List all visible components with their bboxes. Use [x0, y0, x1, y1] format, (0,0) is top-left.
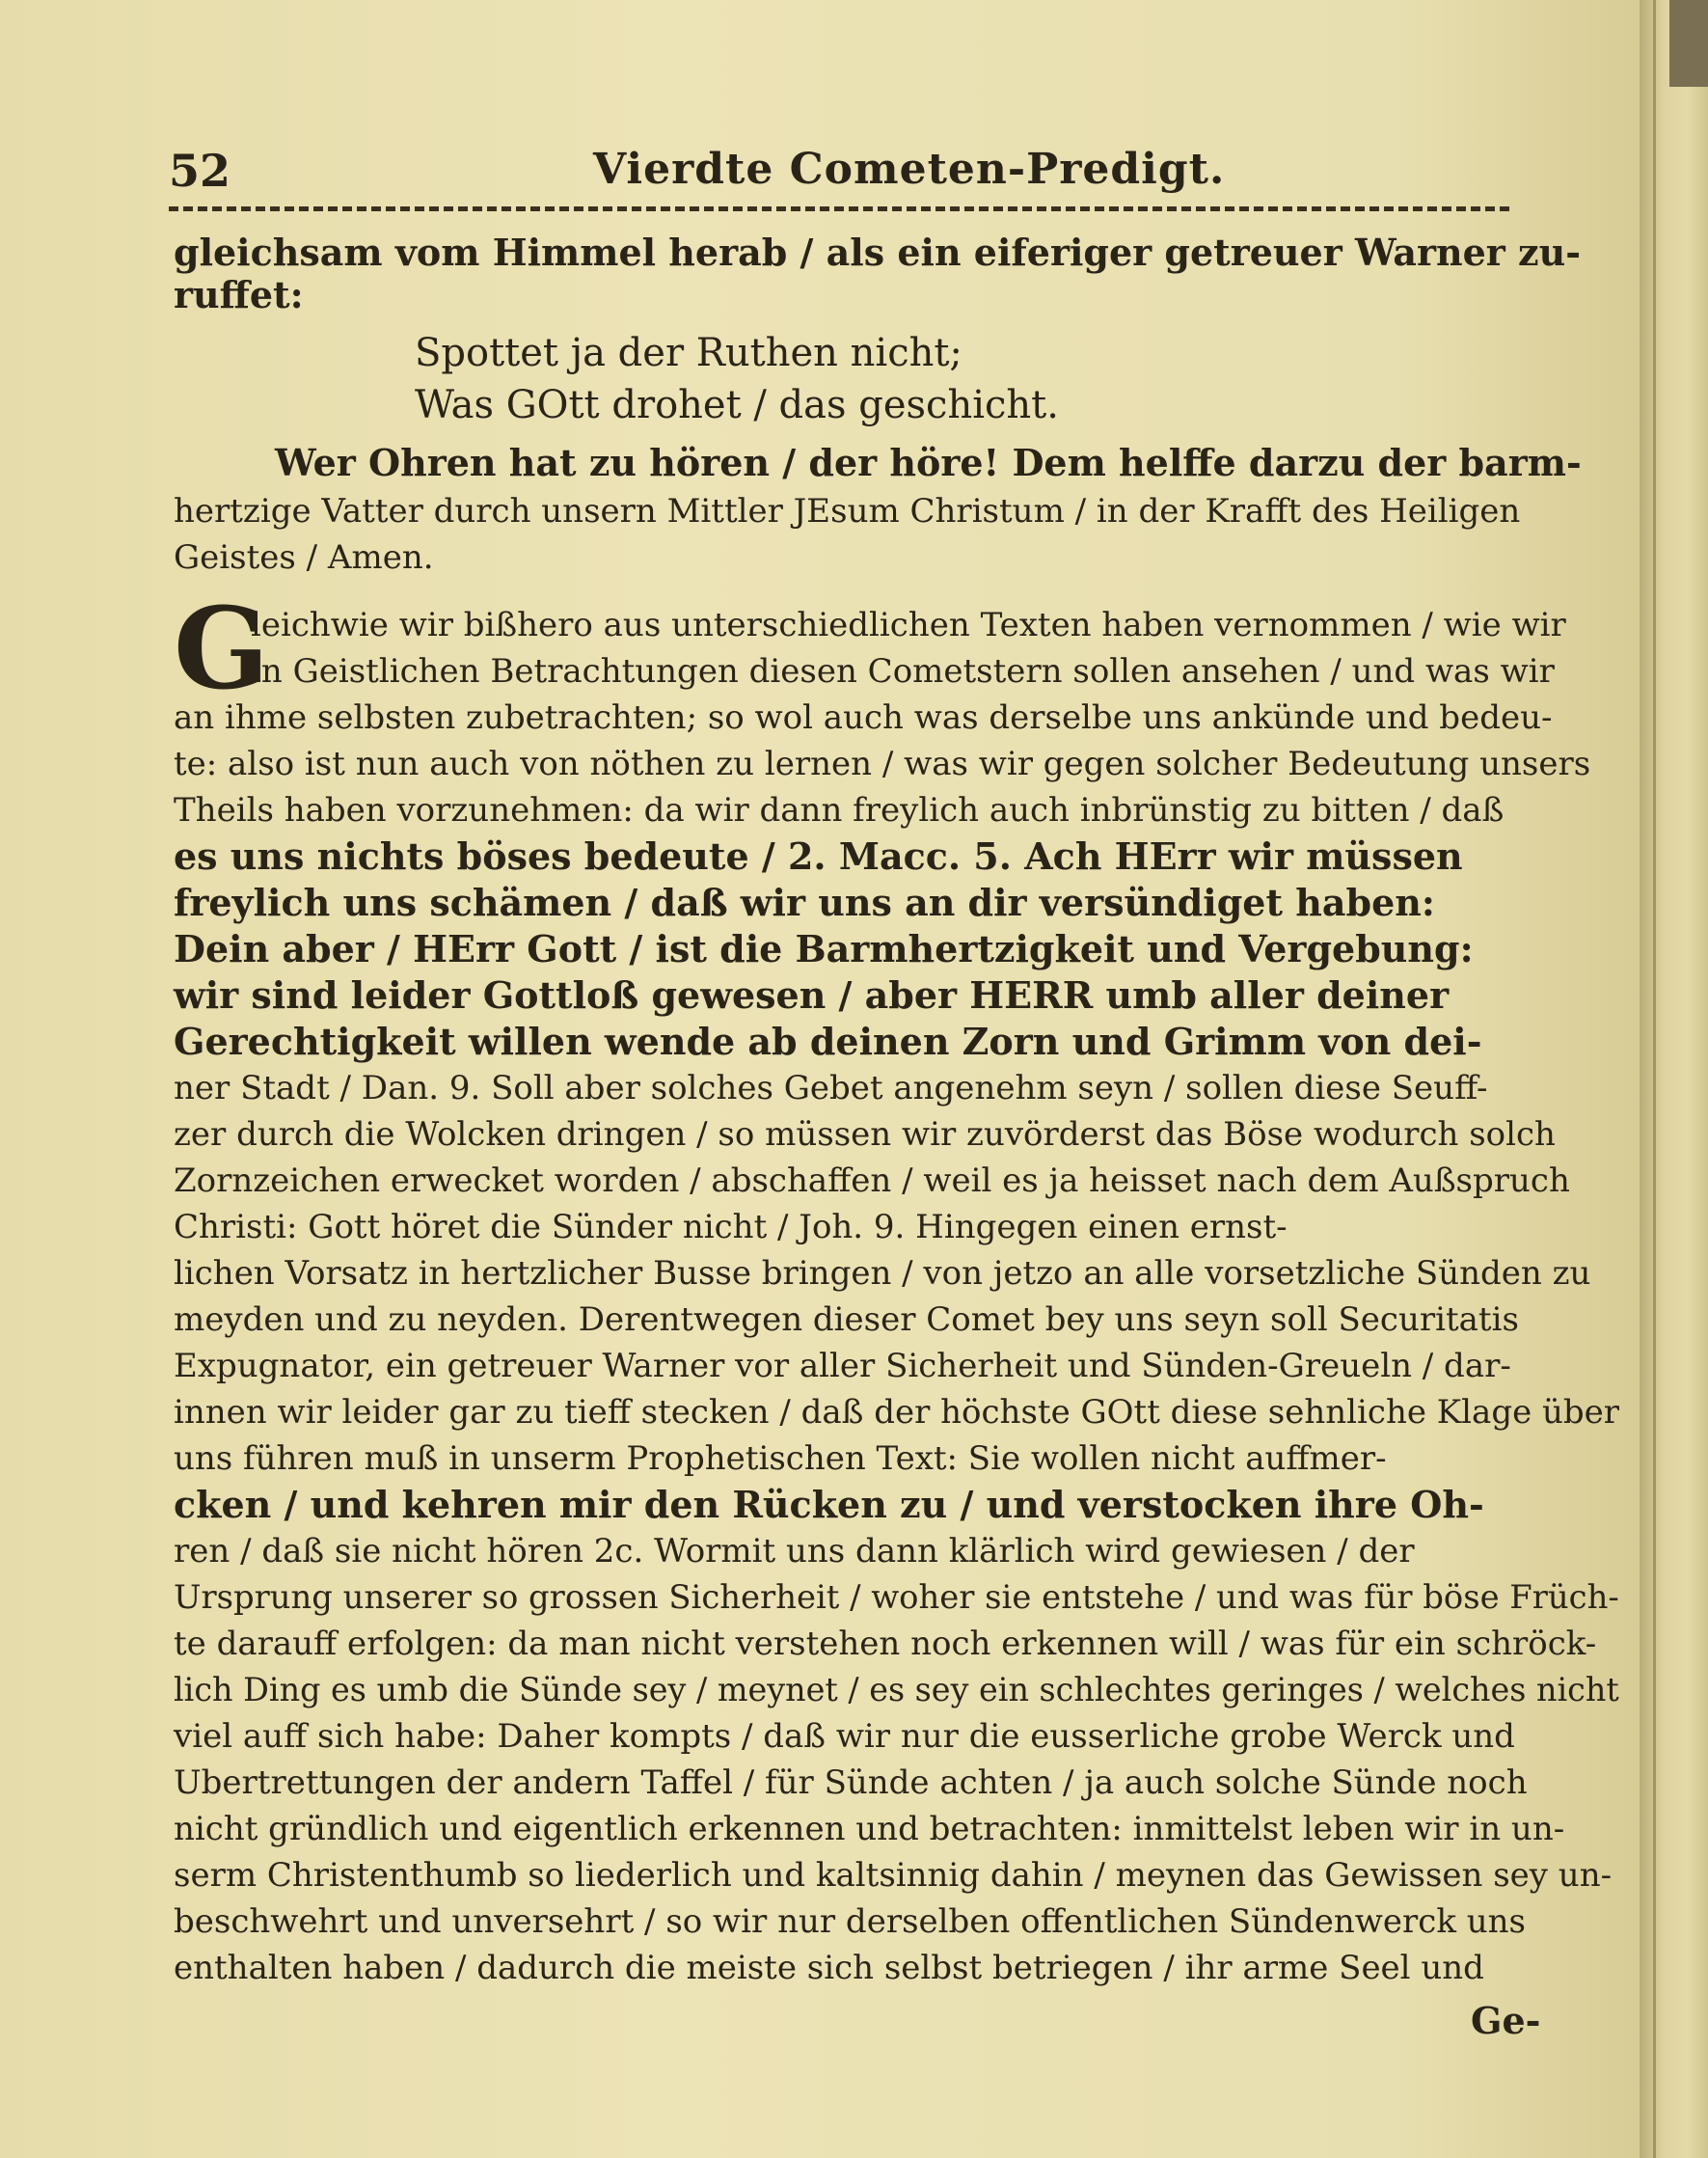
page-gutter [1640, 0, 1708, 2158]
text-line: Christi: Gott höret die Sünder nicht / Joh. 9. Hingegen einen ernst- [174, 1208, 1288, 1246]
binding-line [1653, 0, 1656, 2158]
text-line: es uns nichts böses bedeute / 2. Macc. 5. Ach HErr wir müssen [174, 834, 1463, 878]
text-line: lich Ding es umb die Sünde sey / meynet / es sey ein schlechtes geringes / welches nicht [174, 1671, 1619, 1708]
text-line: Gerechtigkeit willen wende ab deinen Zorn und Grimm von dei- [174, 1020, 1482, 1063]
header-rule [169, 206, 1509, 211]
text-line: gleichsam vom Himmel herab / als ein eiferiger getreuer Warner zu- [174, 231, 1581, 274]
text-line: ner Stadt / Dan. 9. Soll aber solches Gebet angenehm seyn / sollen diese Seuff- [174, 1069, 1488, 1107]
text-line: nicht gründlich und eigentlich erkennen und betrachten: inmittelst leben wir in un- [174, 1810, 1565, 1848]
page-corner [1669, 0, 1708, 87]
text-line: Ursprung unserer so grossen Sicherheit / woher sie entstehe / und was für böse Früch- [174, 1578, 1619, 1616]
page-header [169, 145, 1519, 203]
drop-cap: G [174, 584, 270, 715]
text-line: freylich uns schämen / daß wir uns an dir versündiget haben: [174, 881, 1435, 924]
text-line: an ihme selbsten zubetrachten; so wol auch was derselbe uns ankünde und bedeu- [174, 698, 1553, 737]
text-line: te darauff erfolgen: da man nicht verstehen noch erkennen will / was für ein schröck- [174, 1625, 1597, 1663]
text-line: serm Christenthumb so liederlich und kaltsinnig dahin / meynen das Gewissen sey un- [174, 1856, 1613, 1895]
text-line: beschwehrt und unversehrt / so wir nur derselben offentlichen Sündenwerck uns [174, 1902, 1526, 1941]
text-line: Zornzeichen erwecket worden / abschaffen / weil es ja heisset nach dem Außspruch [174, 1161, 1570, 1200]
catchword: Ge- [1471, 1999, 1541, 2042]
text-line: leichwie wir bißhero aus unterschiedlichen Texten haben vernommen / wie wir [251, 606, 1566, 644]
text-line: Ubertrettungen der andern Taffel / für Sünde achten / ja auch solche Sünde noch [174, 1763, 1528, 1802]
verse-line: Spottet ja der Ruthen nicht; [415, 331, 962, 375]
text-line: ren / daß sie nicht hören 2c. Wormit uns dann klärlich wird gewiesen / der [174, 1532, 1415, 1571]
text-line: hertzige Vatter durch unsern Mittler JEsum Christum / in der Krafft des Heiligen [174, 492, 1521, 531]
page-number: 52 [169, 145, 231, 197]
text-line: ruffet: [174, 273, 304, 316]
text-line: zer durch die Wolcken dringen / so müssen wir zuvörderst das Böse wodurch solch [174, 1115, 1556, 1154]
text-line: enthalten haben / dadurch die meiste sich selbst betriegen / ihr arme Seel und [174, 1949, 1484, 1987]
text-line: meyden und zu neyden. Derentwegen dieser Comet bey uns seyn soll Securitatis [174, 1300, 1519, 1339]
text-line: Geistes / Amen. [174, 538, 434, 577]
text-line: wir sind leider Gottloß gewesen / aber HERR umb aller deiner [174, 973, 1450, 1017]
text-line: in Geistlichen Betrachtungen diesen Cometstern sollen ansehen / und was wir [251, 652, 1555, 691]
text-line: Theils haben vorzunehmen: da wir dann freylich auch inbrünstig zu bitten / daß [174, 791, 1505, 830]
text-line: uns führen muß in unserm Prophetischen Text: Sie wollen nicht auffmer- [174, 1439, 1387, 1478]
running-title: Vierdte Cometen-Predigt. [593, 145, 1226, 194]
verse-line: Was GOtt drohet / das geschicht. [415, 383, 1059, 427]
text-line: Wer Ohren hat zu hören / der höre! Dem helffe darzu der barm- [275, 441, 1582, 484]
text-line: lichen Vorsatz in hertzlicher Busse bringen / von jetzo an alle vorsetzliche Sünden zu [174, 1254, 1591, 1293]
text-line: viel auff sich habe: Daher kompts / daß wir nur die eusserliche grobe Werck und [174, 1717, 1515, 1756]
text-line: te: also ist nun auch von nöthen zu lernen / was wir gegen solcher Bedeutung unsers [174, 745, 1591, 783]
text-line: innen wir leider gar zu tieff stecken / daß der höchste GOtt diese sehnliche Klage über [174, 1393, 1620, 1432]
text-line: Dein aber / HErr Gott / ist die Barmhertzigkeit und Vergebung: [174, 927, 1474, 970]
text-line: Expugnator, ein getreuer Warner vor aller Sicherheit und Sünden-Greueln / dar- [174, 1347, 1511, 1385]
text-line: cken / und kehren mir den Rücken zu / und verstocken ihre Oh- [174, 1483, 1484, 1526]
